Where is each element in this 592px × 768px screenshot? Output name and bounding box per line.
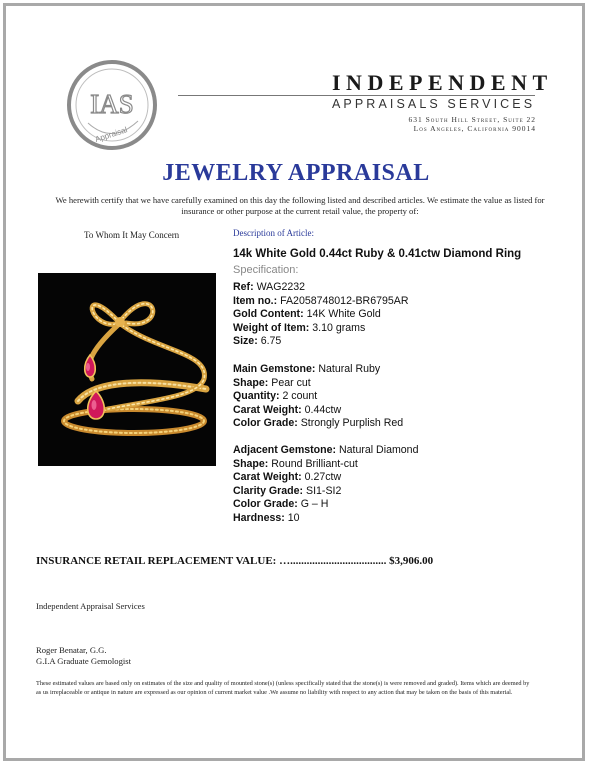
spec-row: Adjacent Gemstone: Natural Diamond — [233, 444, 419, 456]
recipient: To Whom It May Concern — [84, 230, 180, 240]
spec-row: Quantity: 2 count — [233, 390, 318, 403]
company-subtitle: APPRAISALS SERVICES — [332, 97, 536, 111]
ias-logo — [66, 59, 158, 151]
specification-label: Specification: — [233, 264, 299, 276]
spec-row: Color Grade: Strongly Purplish Red — [233, 417, 404, 430]
ring-photo — [38, 273, 216, 466]
spec-row: Shape: Pear cut — [233, 376, 311, 389]
insurance-value-leader: …................................... — [279, 555, 387, 567]
disclaimer: These estimated values are based only on estimates of the size and quality of mounted stone(s) (unless specifically stated that the stone(s) is were removed and graded). Items which are deemed by as us irreplaceable or antique in nature are expressed as our opinion of current market value .We assume no liability with respect to any action that may be taken on the basis of this material. — [36, 680, 530, 696]
insurance-value-line — [36, 555, 433, 567]
spec-group-adjacent-gemstone — [233, 444, 418, 526]
spec-row: Clarity Grade: SI1-SI2 — [233, 484, 342, 497]
document-title: JEWELRY APPRAISAL — [162, 160, 430, 186]
item-title: 14k White Gold 0.44ct Ruby & 0.41ctw Diamond Ring — [233, 248, 522, 260]
company-address-line2: Los Angeles, California 90014 — [413, 124, 536, 133]
spec-row: Hardness: 10 — [233, 511, 300, 524]
certification-text: We herewith certify that we have carefully examined on this day the following listed and described articles. We estimate the value as listed for insurance or other purpose at the current retail value, the property of: — [55, 195, 545, 216]
signer-title: G.I.A Graduate Gemologist — [36, 656, 131, 666]
description-label: Description of Article: — [233, 228, 314, 238]
spec-row: Item no.: FA2058748012-BR6795AR — [233, 294, 409, 307]
footer-company: Independent Appraisal Services — [36, 601, 145, 611]
spec-row: Weight of Item: 3.10 grams — [233, 321, 366, 334]
insurance-value-label: INSURANCE RETAIL REPLACEMENT VALUE: — [36, 555, 277, 567]
spec-row: Carat Weight: 0.44ctw — [233, 403, 342, 416]
spec-row: Shape: Round Brilliant-cut — [233, 457, 358, 470]
spec-row: Gold Content: 14K White Gold — [233, 308, 381, 321]
spec-group-article — [233, 281, 409, 349]
insurance-value-amount: $3,906.00 — [389, 555, 434, 567]
spec-row: Ref: WAG2232 — [233, 281, 306, 293]
company-rule — [178, 95, 535, 96]
logo-monogram: IAS — [90, 89, 134, 119]
spec-row: Size: 6.75 — [233, 335, 282, 348]
company-address-line1: 631 South Hill Street, Suite 22 — [408, 115, 536, 124]
logo-ring-text: Appraisal — [93, 125, 129, 145]
spec-row: Main Gemstone: Natural Ruby — [233, 363, 381, 375]
spec-group-main-gemstone — [233, 363, 403, 431]
signer-name: Roger Benatar, G.G. — [36, 645, 107, 655]
signer-block — [36, 645, 131, 667]
company-name: INDEPENDENT — [332, 70, 553, 95]
spec-row: Color Grade: G – H — [233, 498, 329, 511]
spec-row: Carat Weight: 0.27ctw — [233, 471, 342, 484]
